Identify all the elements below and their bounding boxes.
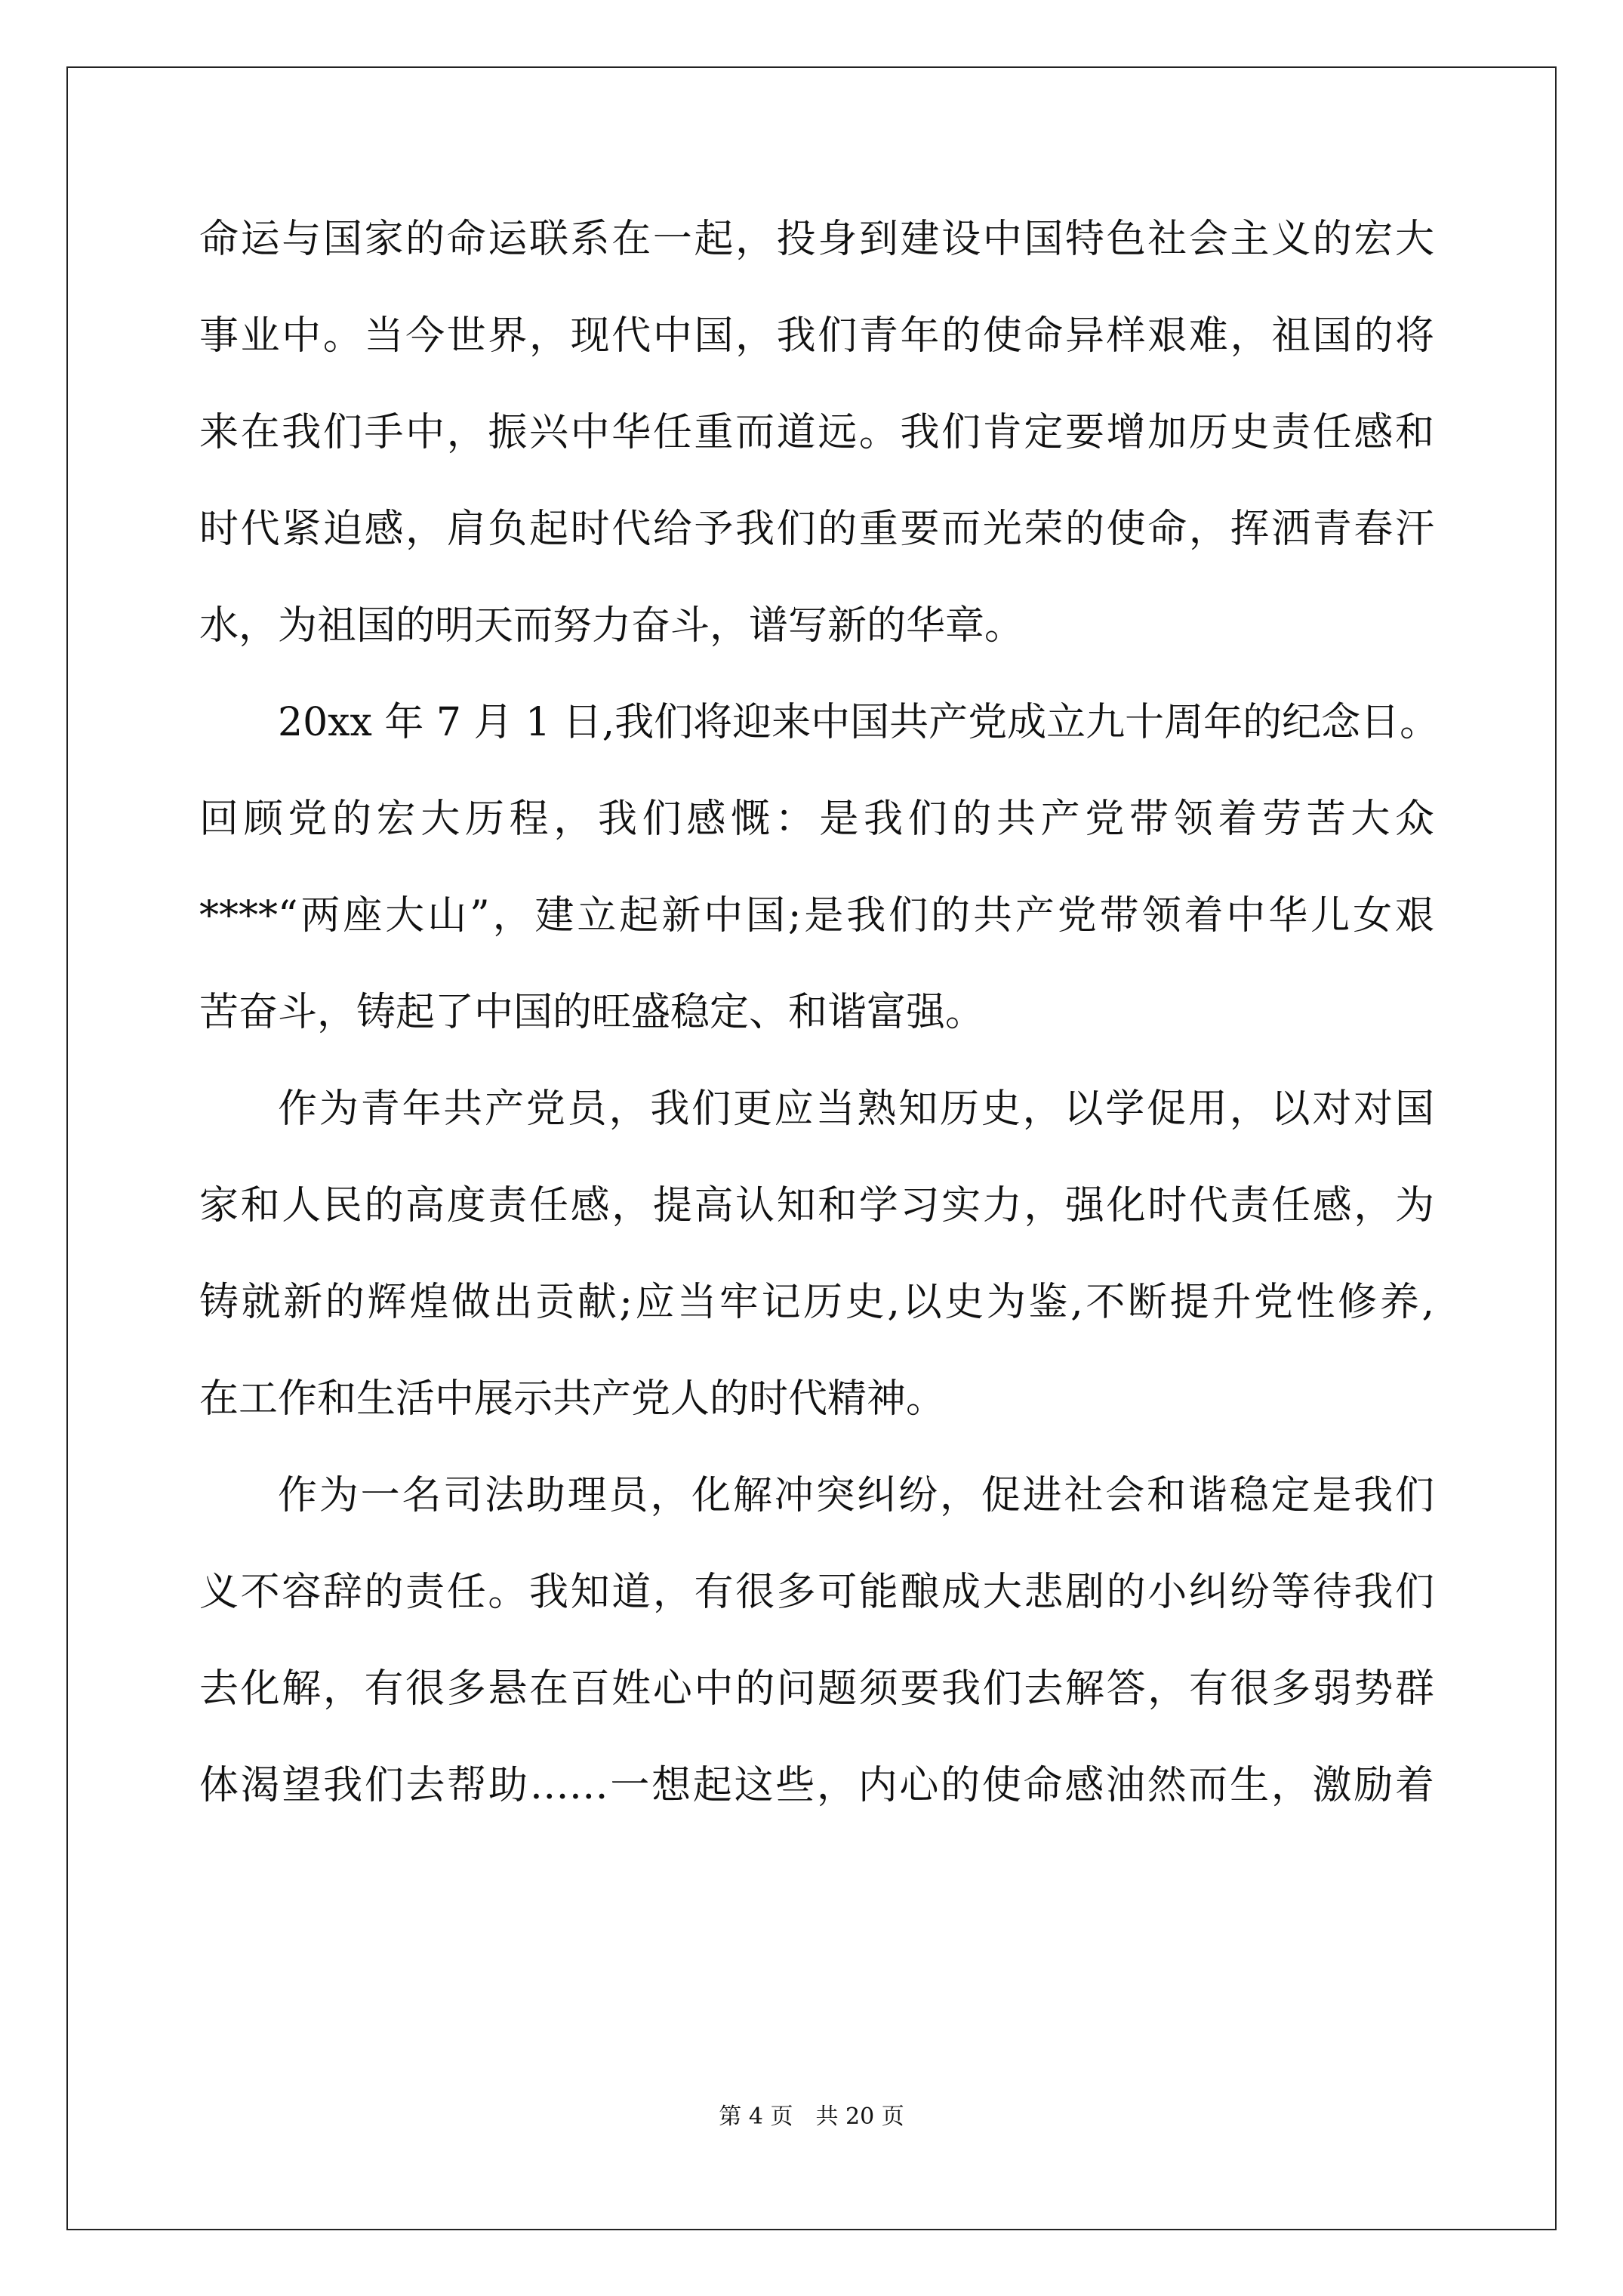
text-line: 水，为祖国的明天而努力奋斗，谱写新的华章。 bbox=[199, 603, 1024, 649]
text-line: 在工作和生活中展示共产党人的时代精神。 bbox=[199, 1376, 946, 1422]
text-line: 时代紧迫感，肩负起时代给予我们的重要而光荣的使命，挥洒青春汗 bbox=[199, 507, 1434, 552]
paragraph-first-line: 20xx 年 7 月 1 日,我们将迎来中国共产党成立九十周年的纪念日。 bbox=[278, 700, 1440, 745]
text-line: 事业中。当今世界，现代中国，我们青年的使命异样艰难，祖国的将 bbox=[199, 313, 1434, 359]
page-number-footer: 第 4 页 共 20 页 bbox=[719, 2103, 904, 2130]
text-line: 铸就新的辉煌做出贡献;应当牢记历史,以史为鉴,不断提升党性修养, bbox=[199, 1280, 1434, 1325]
text-line: 苦奋斗，铸起了中国的旺盛稳定、和谐富强。 bbox=[199, 990, 985, 1035]
text-line: 去化解，有很多悬在百姓心中的问题须要我们去解答，有很多弱势群 bbox=[199, 1666, 1434, 1712]
paragraph-first-line: 作为青年共产党员，我们更应当熟知历史，以学促用，以对对国 bbox=[278, 1086, 1434, 1132]
text-line: 家和人民的高度责任感，提高认知和学习实力，强化时代责任感，为 bbox=[199, 1183, 1434, 1228]
text-line: 命运与国家的命运联系在一起，投身到建设中国特色社会主义的宏大 bbox=[199, 217, 1434, 262]
text-line: 来在我们手中，振兴中华任重而道远。我们肯定要增加历史责任感和 bbox=[199, 410, 1434, 455]
text-line: 体渴望我们去帮助……一想起这些，内心的使命感油然而生，激励着 bbox=[199, 1763, 1434, 1808]
text-line: 义不容辞的责任。我知道，有很多可能酿成大悲剧的小纠纷等待我们 bbox=[199, 1570, 1434, 1615]
text-line: 回顾党的宏大历程，我们感慨：是我们的共产党带领着劳苦大众 bbox=[199, 797, 1434, 842]
text-line: ****“两座大山”，建立起新中国;是我们的共产党带领着中华儿女艰 bbox=[199, 893, 1434, 938]
document-body bbox=[199, 217, 1440, 1860]
paragraph-first-line: 作为一名司法助理员，化解冲突纠纷，促进社会和谐稳定是我们 bbox=[278, 1473, 1434, 1518]
